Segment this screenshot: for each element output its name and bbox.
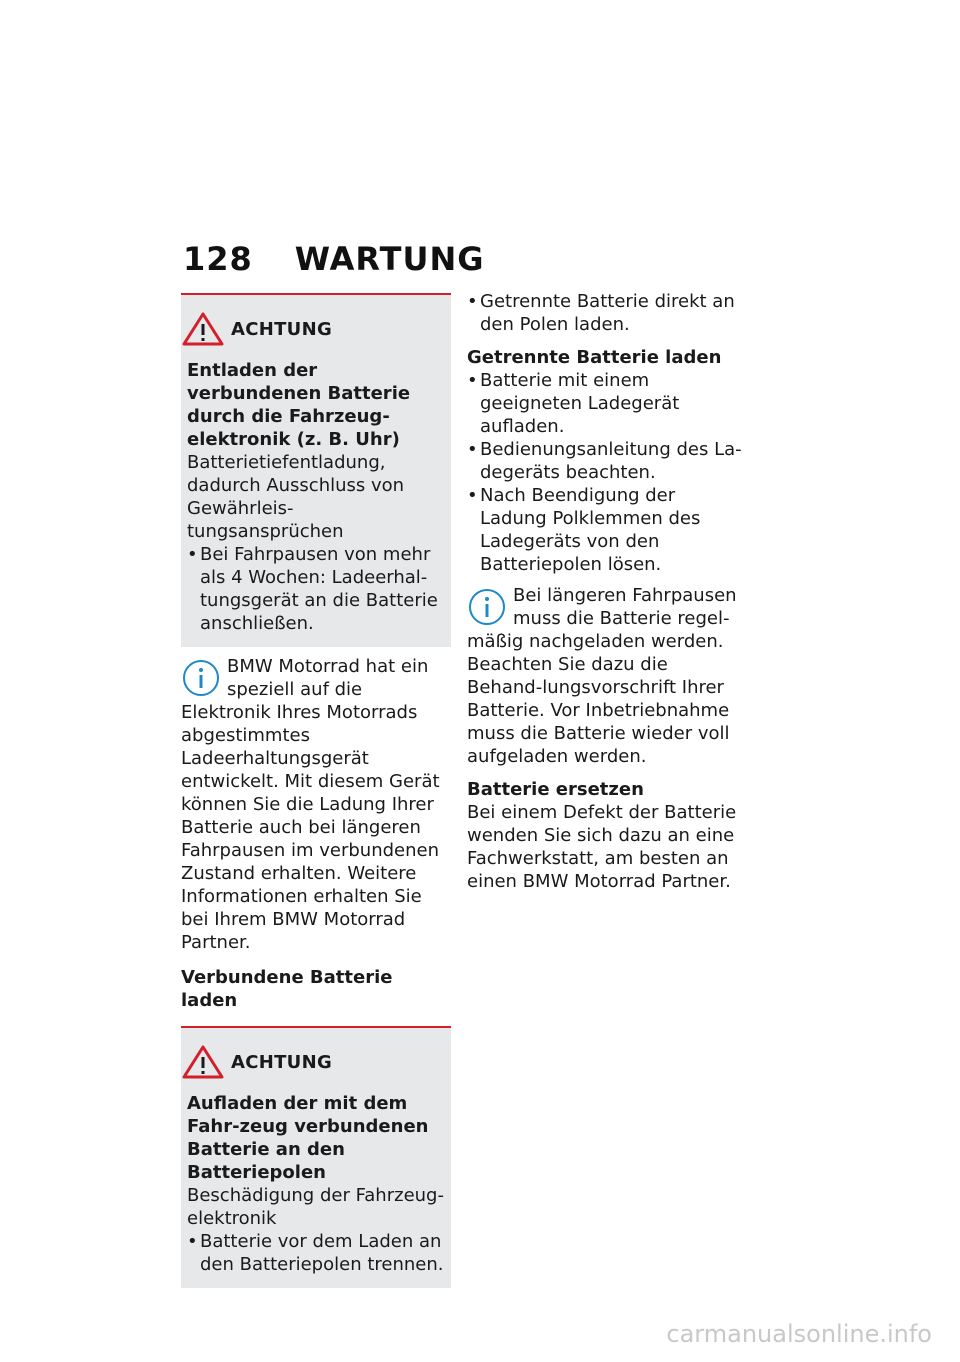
list-item: • Getrennte Batterie direkt an den Polen laden. — [467, 290, 742, 336]
warning-title: ACHTUNG — [231, 318, 333, 340]
info-text: Bei längeren Fahrpausen muss die Batterie regel-mäßig nachgeladen werden. Beachten Sie dazu die Behand-lungsvorschrift Ihrer Batterie. Vor Inbetriebnahme muss die Batterie wieder voll aufgeladen werden. — [467, 585, 737, 767]
warning-bullets — [187, 543, 445, 635]
warning-triangle-icon — [181, 1044, 225, 1080]
list-item: • Bedienungsanleitung des La-degeräts beachten. — [467, 438, 742, 484]
info-icon — [181, 658, 221, 698]
warning-box-1 — [181, 293, 451, 647]
warning-title: ACHTUNG — [231, 1051, 333, 1073]
list-item: • Bei Fahrpausen von mehr als 4 Wochen: Ladeerhal-tungsgerät an die Batterie anschließen. — [187, 543, 445, 635]
warning-heading: Entladen der verbundenen Batterie durch die Fahrzeug-elektronik (z. B. Uhr) — [187, 360, 411, 450]
subsection-title: Verbundene Batterie laden — [181, 967, 393, 1011]
warning-heading: Aufladen der mit dem Fahr-zeug verbundenen Batterie an den Batteriepolen — [187, 1093, 429, 1183]
right-column — [467, 290, 742, 893]
info-text: BMW Motorrad hat ein speziell auf die Elektronik Ihres Motorrads abgestimmtes Ladeerhaltungsgerät entwickelt. Mit diesem Gerät können Sie die Ladung Ihrer Batterie auch bei längeren Fahrpausen im verbundenen Zustand erhalten. Weitere Informationen erhalten Sie bei Ihrem BMW Motorrad Partner. — [181, 656, 440, 953]
warning-bullets — [187, 1230, 445, 1276]
subsection-title: Batterie ersetzen — [467, 779, 644, 800]
warning-box-2 — [181, 1026, 451, 1288]
list-item: • Batterie vor dem Laden an den Batteriepolen trennen. — [187, 1230, 445, 1276]
warning-header — [187, 1044, 445, 1080]
list-item: • Nach Beendigung der Ladung Polklemmen des Ladegeräts von den Batteriepolen lösen. — [467, 484, 742, 576]
warning-header — [187, 311, 445, 347]
page-header — [183, 240, 484, 278]
replace-text: Bei einem Defekt der Batterie wenden Sie sich dazu an eine Fachwerkstatt, am besten an einen BMW Motorrad Partner. — [467, 802, 737, 892]
subsection-title: Getrennte Batterie laden — [467, 347, 722, 368]
info-block-2 — [467, 584, 742, 768]
bullet-list-top — [467, 290, 742, 336]
bullet-list-separate — [467, 369, 742, 576]
info-block-1 — [181, 655, 451, 954]
section-title: WARTUNG — [294, 240, 485, 278]
watermark: carmanualsonline.info — [666, 1320, 932, 1348]
left-column — [181, 293, 451, 1288]
warning-triangle-icon — [181, 311, 225, 347]
warning-consequence: Beschädigung der Fahrzeug-elektronik — [187, 1185, 444, 1229]
warning-consequence: Batterietiefentladung, dadurch Ausschluss von Gewährleis-tungsansprüchen — [187, 452, 405, 542]
page-number: 128 — [183, 240, 253, 278]
list-item: • Batterie mit einem geeigneten Ladegerät aufladen. — [467, 369, 742, 438]
info-icon — [467, 587, 507, 627]
